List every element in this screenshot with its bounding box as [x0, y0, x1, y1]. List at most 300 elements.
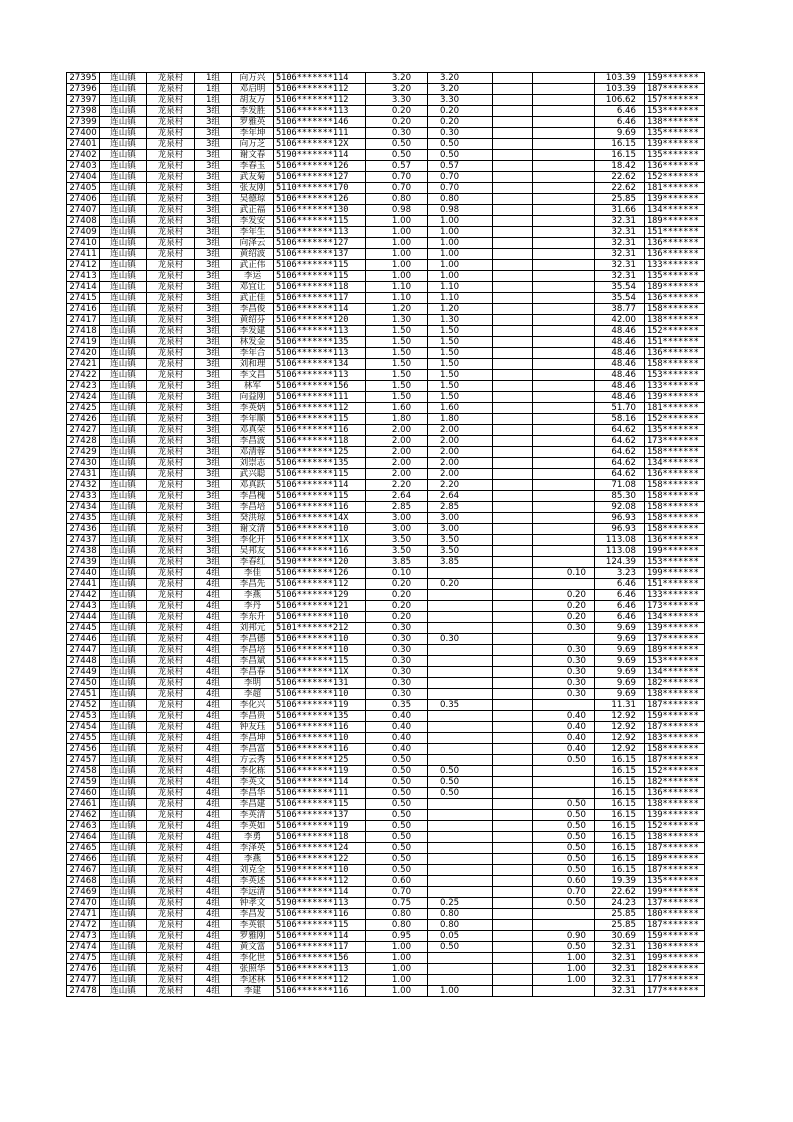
cell-row-id: 27451 — [67, 689, 100, 700]
cell-town: 连山镇 — [100, 975, 147, 986]
cell-village: 龙泉村 — [147, 403, 195, 414]
table-row — [67, 183, 705, 194]
cell-group: 4组 — [195, 854, 232, 865]
cell-village: 龙泉村 — [147, 183, 195, 194]
table-row — [67, 546, 705, 557]
cell-name: 武正福 — [232, 205, 274, 216]
cell-area-total: 0.50 — [366, 150, 428, 161]
cell-area-total: 1.30 — [366, 315, 428, 326]
table-row — [67, 964, 705, 975]
cell-name: 邓宜让 — [232, 282, 274, 293]
cell-area-b — [493, 238, 533, 249]
cell-phone: 180******* — [645, 909, 705, 920]
cell-area-a — [428, 810, 493, 821]
cell-id-number: 5106*******117 — [274, 293, 366, 304]
table-row — [67, 975, 705, 986]
cell-phone: 199******* — [645, 953, 705, 964]
cell-town: 连山镇 — [100, 513, 147, 524]
cell-group: 4组 — [195, 645, 232, 656]
cell-town: 连山镇 — [100, 95, 147, 106]
cell-phone: 135******* — [645, 876, 705, 887]
cell-village: 龙泉村 — [147, 755, 195, 766]
cell-amount: 32.31 — [595, 249, 645, 260]
cell-area-c — [533, 128, 595, 139]
cell-town: 连山镇 — [100, 964, 147, 975]
cell-area-a — [428, 887, 493, 898]
cell-area-c — [533, 524, 595, 535]
cell-town: 连山镇 — [100, 117, 147, 128]
cell-row-id: 27429 — [67, 447, 100, 458]
cell-phone: 133******* — [645, 381, 705, 392]
cell-id-number: 5106*******118 — [274, 282, 366, 293]
cell-area-c — [533, 700, 595, 711]
cell-id-number: 5106*******121 — [274, 601, 366, 612]
cell-id-number: 5106*******127 — [274, 172, 366, 183]
cell-id-number: 5106*******110 — [274, 689, 366, 700]
cell-village: 龙泉村 — [147, 260, 195, 271]
cell-id-number: 5106*******12X — [274, 139, 366, 150]
table-row — [67, 337, 705, 348]
cell-area-b — [493, 887, 533, 898]
cell-area-total: 1.50 — [366, 370, 428, 381]
cell-id-number: 5106*******114 — [274, 480, 366, 491]
cell-area-total: 0.50 — [366, 799, 428, 810]
cell-phone: 138******* — [645, 832, 705, 843]
cell-area-a — [428, 799, 493, 810]
cell-area-b — [493, 282, 533, 293]
cell-group: 4组 — [195, 700, 232, 711]
cell-area-c — [533, 546, 595, 557]
cell-area-b — [493, 755, 533, 766]
cell-name: 罗雅英 — [232, 117, 274, 128]
cell-town: 连山镇 — [100, 403, 147, 414]
cell-row-id: 27470 — [67, 898, 100, 909]
table-row — [67, 810, 705, 821]
cell-phone: 139******* — [645, 810, 705, 821]
cell-group: 4组 — [195, 843, 232, 854]
table-row — [67, 524, 705, 535]
cell-phone: 177******* — [645, 986, 705, 997]
cell-name: 向万芝 — [232, 139, 274, 150]
cell-area-total: 0.50 — [366, 854, 428, 865]
cell-area-total: 0.40 — [366, 711, 428, 722]
cell-village: 龙泉村 — [147, 447, 195, 458]
cell-amount: 96.93 — [595, 513, 645, 524]
cell-area-c: 0.50 — [533, 898, 595, 909]
cell-group: 4组 — [195, 920, 232, 931]
cell-phone: 189******* — [645, 282, 705, 293]
cell-group: 3组 — [195, 447, 232, 458]
cell-area-total: 3.50 — [366, 535, 428, 546]
cell-area-c — [533, 403, 595, 414]
table-row — [67, 678, 705, 689]
table-row — [67, 601, 705, 612]
cell-group: 4组 — [195, 711, 232, 722]
cell-name: 黄绍芬 — [232, 315, 274, 326]
cell-phone: 159******* — [645, 73, 705, 84]
cell-area-total: 2.85 — [366, 502, 428, 513]
cell-village: 龙泉村 — [147, 73, 195, 84]
cell-row-id: 27452 — [67, 700, 100, 711]
cell-amount: 32.31 — [595, 227, 645, 238]
cell-phone: 153******* — [645, 106, 705, 117]
cell-area-c: 0.50 — [533, 942, 595, 953]
cell-village: 龙泉村 — [147, 733, 195, 744]
cell-id-number: 5106*******112 — [274, 876, 366, 887]
cell-area-total: 0.30 — [366, 678, 428, 689]
cell-area-total: 1.50 — [366, 359, 428, 370]
cell-area-total: 1.00 — [366, 964, 428, 975]
cell-area-b — [493, 678, 533, 689]
cell-amount: 9.69 — [595, 128, 645, 139]
cell-village: 龙泉村 — [147, 337, 195, 348]
cell-area-c: 0.40 — [533, 733, 595, 744]
cell-id-number: 5106*******125 — [274, 755, 366, 766]
cell-id-number: 5106*******114 — [274, 304, 366, 315]
cell-group: 4组 — [195, 909, 232, 920]
cell-area-total: 0.20 — [366, 106, 428, 117]
cell-group: 3组 — [195, 491, 232, 502]
cell-id-number: 5106*******116 — [274, 502, 366, 513]
cell-amount: 35.54 — [595, 282, 645, 293]
cell-town: 连山镇 — [100, 678, 147, 689]
cell-area-c — [533, 205, 595, 216]
cell-village: 龙泉村 — [147, 964, 195, 975]
cell-area-total: 0.80 — [366, 920, 428, 931]
cell-group: 3组 — [195, 161, 232, 172]
cell-row-id: 27441 — [67, 579, 100, 590]
cell-area-c: 0.70 — [533, 887, 595, 898]
cell-area-b — [493, 986, 533, 997]
cell-town: 连山镇 — [100, 821, 147, 832]
cell-group: 3组 — [195, 326, 232, 337]
cell-village: 龙泉村 — [147, 656, 195, 667]
cell-area-total: 1.00 — [366, 942, 428, 953]
cell-row-id: 27450 — [67, 678, 100, 689]
cell-phone: 136******* — [645, 249, 705, 260]
cell-name: 李年顺 — [232, 414, 274, 425]
cell-name: 李昌波 — [232, 436, 274, 447]
cell-village: 龙泉村 — [147, 392, 195, 403]
cell-area-c — [533, 282, 595, 293]
cell-phone: 152******* — [645, 821, 705, 832]
cell-amount: 25.85 — [595, 909, 645, 920]
cell-id-number: 5106*******126 — [274, 194, 366, 205]
cell-row-id: 27460 — [67, 788, 100, 799]
cell-area-b — [493, 766, 533, 777]
cell-id-number: 5106*******119 — [274, 821, 366, 832]
cell-row-id: 27436 — [67, 524, 100, 535]
cell-area-total: 3.20 — [366, 84, 428, 95]
cell-group: 3组 — [195, 403, 232, 414]
cell-group: 4组 — [195, 953, 232, 964]
cell-id-number: 5106*******110 — [274, 524, 366, 535]
cell-group: 4组 — [195, 722, 232, 733]
cell-group: 4组 — [195, 667, 232, 678]
cell-group: 3组 — [195, 524, 232, 535]
table-row — [67, 304, 705, 315]
cell-area-b — [493, 920, 533, 931]
cell-group: 3组 — [195, 315, 232, 326]
table-row — [67, 931, 705, 942]
cell-village: 龙泉村 — [147, 744, 195, 755]
cell-area-c — [533, 766, 595, 777]
cell-name: 李英银 — [232, 920, 274, 931]
cell-row-id: 27401 — [67, 139, 100, 150]
cell-area-b — [493, 612, 533, 623]
cell-area-a: 0.80 — [428, 909, 493, 920]
cell-area-a: 0.35 — [428, 700, 493, 711]
cell-group: 3组 — [195, 172, 232, 183]
table-row — [67, 502, 705, 513]
cell-id-number: 5190*******114 — [274, 150, 366, 161]
cell-row-id: 27440 — [67, 568, 100, 579]
cell-name: 邓真跃 — [232, 480, 274, 491]
cell-phone: 135******* — [645, 425, 705, 436]
cell-area-c — [533, 271, 595, 282]
cell-town: 连山镇 — [100, 216, 147, 227]
cell-id-number: 5106*******135 — [274, 711, 366, 722]
cell-area-b — [493, 722, 533, 733]
cell-town: 连山镇 — [100, 392, 147, 403]
cell-amount: 48.46 — [595, 348, 645, 359]
cell-area-b — [493, 359, 533, 370]
table-row — [67, 282, 705, 293]
cell-row-id: 27459 — [67, 777, 100, 788]
cell-village: 龙泉村 — [147, 612, 195, 623]
cell-row-id: 27449 — [67, 667, 100, 678]
cell-amount: 32.31 — [595, 986, 645, 997]
cell-amount: 12.92 — [595, 711, 645, 722]
cell-name: 刘和理 — [232, 359, 274, 370]
table-row — [67, 854, 705, 865]
cell-area-total: 2.00 — [366, 469, 428, 480]
cell-row-id: 27397 — [67, 95, 100, 106]
cell-id-number: 5106*******113 — [274, 348, 366, 359]
cell-amount: 113.08 — [595, 546, 645, 557]
cell-phone: 199******* — [645, 887, 705, 898]
cell-area-a: 0.30 — [428, 128, 493, 139]
table-row — [67, 392, 705, 403]
cell-area-total: 0.50 — [366, 766, 428, 777]
table-row — [67, 865, 705, 876]
cell-name: 黄文富 — [232, 942, 274, 953]
cell-row-id: 27438 — [67, 546, 100, 557]
cell-village: 龙泉村 — [147, 645, 195, 656]
cell-town: 连山镇 — [100, 557, 147, 568]
cell-area-a — [428, 601, 493, 612]
cell-town: 连山镇 — [100, 733, 147, 744]
cell-amount: 32.31 — [595, 964, 645, 975]
cell-group: 3组 — [195, 458, 232, 469]
cell-area-b — [493, 634, 533, 645]
cell-town: 连山镇 — [100, 667, 147, 678]
cell-area-c — [533, 579, 595, 590]
cell-name: 李年合 — [232, 348, 274, 359]
cell-village: 龙泉村 — [147, 216, 195, 227]
cell-area-c — [533, 84, 595, 95]
cell-village: 龙泉村 — [147, 777, 195, 788]
cell-town: 连山镇 — [100, 282, 147, 293]
cell-town: 连山镇 — [100, 689, 147, 700]
table-row — [67, 293, 705, 304]
cell-area-a: 3.20 — [428, 73, 493, 84]
cell-area-c: 0.30 — [533, 656, 595, 667]
cell-area-a — [428, 590, 493, 601]
table-row — [67, 557, 705, 568]
cell-id-number: 5106*******117 — [274, 942, 366, 953]
cell-area-b — [493, 733, 533, 744]
table-row — [67, 656, 705, 667]
cell-town: 连山镇 — [100, 447, 147, 458]
cell-name: 李昌坤 — [232, 733, 274, 744]
cell-area-a: 1.50 — [428, 326, 493, 337]
cell-row-id: 27434 — [67, 502, 100, 513]
table-row — [67, 799, 705, 810]
cell-amount: 16.15 — [595, 799, 645, 810]
cell-area-b — [493, 909, 533, 920]
cell-id-number: 5106*******115 — [274, 491, 366, 502]
cell-area-total: 1.50 — [366, 348, 428, 359]
cell-row-id: 27431 — [67, 469, 100, 480]
cell-amount: 16.15 — [595, 777, 645, 788]
cell-area-c — [533, 513, 595, 524]
cell-area-c — [533, 414, 595, 425]
cell-row-id: 27414 — [67, 282, 100, 293]
cell-town: 连山镇 — [100, 238, 147, 249]
cell-area-a: 2.64 — [428, 491, 493, 502]
table-row — [67, 535, 705, 546]
cell-area-a: 1.00 — [428, 260, 493, 271]
cell-area-total: 3.00 — [366, 513, 428, 524]
cell-town: 连山镇 — [100, 348, 147, 359]
cell-village: 龙泉村 — [147, 887, 195, 898]
cell-id-number: 5190*******113 — [274, 898, 366, 909]
cell-phone: 135******* — [645, 271, 705, 282]
cell-area-c: 0.40 — [533, 744, 595, 755]
cell-area-a: 2.85 — [428, 502, 493, 513]
cell-phone: 136******* — [645, 535, 705, 546]
cell-area-a: 1.50 — [428, 359, 493, 370]
cell-id-number: 5190*******110 — [274, 865, 366, 876]
cell-town: 连山镇 — [100, 568, 147, 579]
cell-area-b — [493, 161, 533, 172]
cell-area-c — [533, 502, 595, 513]
cell-town: 连山镇 — [100, 788, 147, 799]
cell-amount: 48.46 — [595, 337, 645, 348]
cell-village: 龙泉村 — [147, 689, 195, 700]
cell-group: 4组 — [195, 579, 232, 590]
cell-amount: 16.15 — [595, 865, 645, 876]
cell-area-a: 1.50 — [428, 370, 493, 381]
cell-village: 龙泉村 — [147, 205, 195, 216]
cell-area-a: 1.50 — [428, 381, 493, 392]
table-row — [67, 722, 705, 733]
cell-id-number: 5106*******137 — [274, 810, 366, 821]
table-row — [67, 370, 705, 381]
cell-group: 1组 — [195, 73, 232, 84]
cell-area-b — [493, 931, 533, 942]
table-row — [67, 414, 705, 425]
cell-village: 龙泉村 — [147, 458, 195, 469]
cell-group: 3组 — [195, 436, 232, 447]
cell-group: 4组 — [195, 931, 232, 942]
cell-group: 3组 — [195, 414, 232, 425]
cell-town: 连山镇 — [100, 73, 147, 84]
cell-town: 连山镇 — [100, 161, 147, 172]
cell-area-a — [428, 843, 493, 854]
cell-id-number: 5106*******116 — [274, 425, 366, 436]
cell-village: 龙泉村 — [147, 425, 195, 436]
table-row — [67, 161, 705, 172]
cell-area-a — [428, 645, 493, 656]
cell-area-total: 3.00 — [366, 524, 428, 535]
cell-row-id: 27454 — [67, 722, 100, 733]
cell-area-b — [493, 183, 533, 194]
cell-area-total: 0.98 — [366, 205, 428, 216]
cell-area-total: 0.50 — [366, 810, 428, 821]
cell-id-number: 5106*******113 — [274, 227, 366, 238]
cell-name: 李昌槐 — [232, 491, 274, 502]
cell-village: 龙泉村 — [147, 832, 195, 843]
cell-name: 李昌德 — [232, 634, 274, 645]
cell-town: 连山镇 — [100, 722, 147, 733]
cell-area-total: 2.64 — [366, 491, 428, 502]
cell-village: 龙泉村 — [147, 315, 195, 326]
cell-town: 连山镇 — [100, 150, 147, 161]
cell-village: 龙泉村 — [147, 469, 195, 480]
cell-name: 武正佳 — [232, 293, 274, 304]
cell-area-c — [533, 557, 595, 568]
cell-area-a: 1.00 — [428, 271, 493, 282]
cell-group: 4组 — [195, 656, 232, 667]
cell-id-number: 5106*******114 — [274, 931, 366, 942]
cell-amount: 3.23 — [595, 568, 645, 579]
cell-amount: 32.31 — [595, 271, 645, 282]
table-row — [67, 711, 705, 722]
cell-area-total: 3.50 — [366, 546, 428, 557]
cell-group: 3组 — [195, 425, 232, 436]
cell-area-b — [493, 117, 533, 128]
cell-area-c — [533, 392, 595, 403]
cell-group: 3组 — [195, 359, 232, 370]
cell-village: 龙泉村 — [147, 821, 195, 832]
cell-area-b — [493, 964, 533, 975]
cell-area-c: 0.50 — [533, 810, 595, 821]
cell-area-total: 2.00 — [366, 447, 428, 458]
cell-area-b — [493, 832, 533, 843]
cell-area-total: 0.40 — [366, 744, 428, 755]
cell-row-id: 27420 — [67, 348, 100, 359]
table-row — [67, 172, 705, 183]
cell-area-total: 0.30 — [366, 645, 428, 656]
cell-id-number: 5106*******14X — [274, 513, 366, 524]
cell-group: 1组 — [195, 95, 232, 106]
cell-town: 连山镇 — [100, 425, 147, 436]
table-row — [67, 95, 705, 106]
cell-amount: 106.62 — [595, 95, 645, 106]
cell-town: 连山镇 — [100, 315, 147, 326]
cell-row-id: 27467 — [67, 865, 100, 876]
cell-area-b — [493, 436, 533, 447]
cell-area-a: 3.50 — [428, 535, 493, 546]
table-row — [67, 634, 705, 645]
cell-id-number: 5106*******118 — [274, 832, 366, 843]
cell-phone: 173******* — [645, 601, 705, 612]
cell-area-total: 2.00 — [366, 458, 428, 469]
cell-village: 龙泉村 — [147, 843, 195, 854]
cell-name: 李发建 — [232, 326, 274, 337]
